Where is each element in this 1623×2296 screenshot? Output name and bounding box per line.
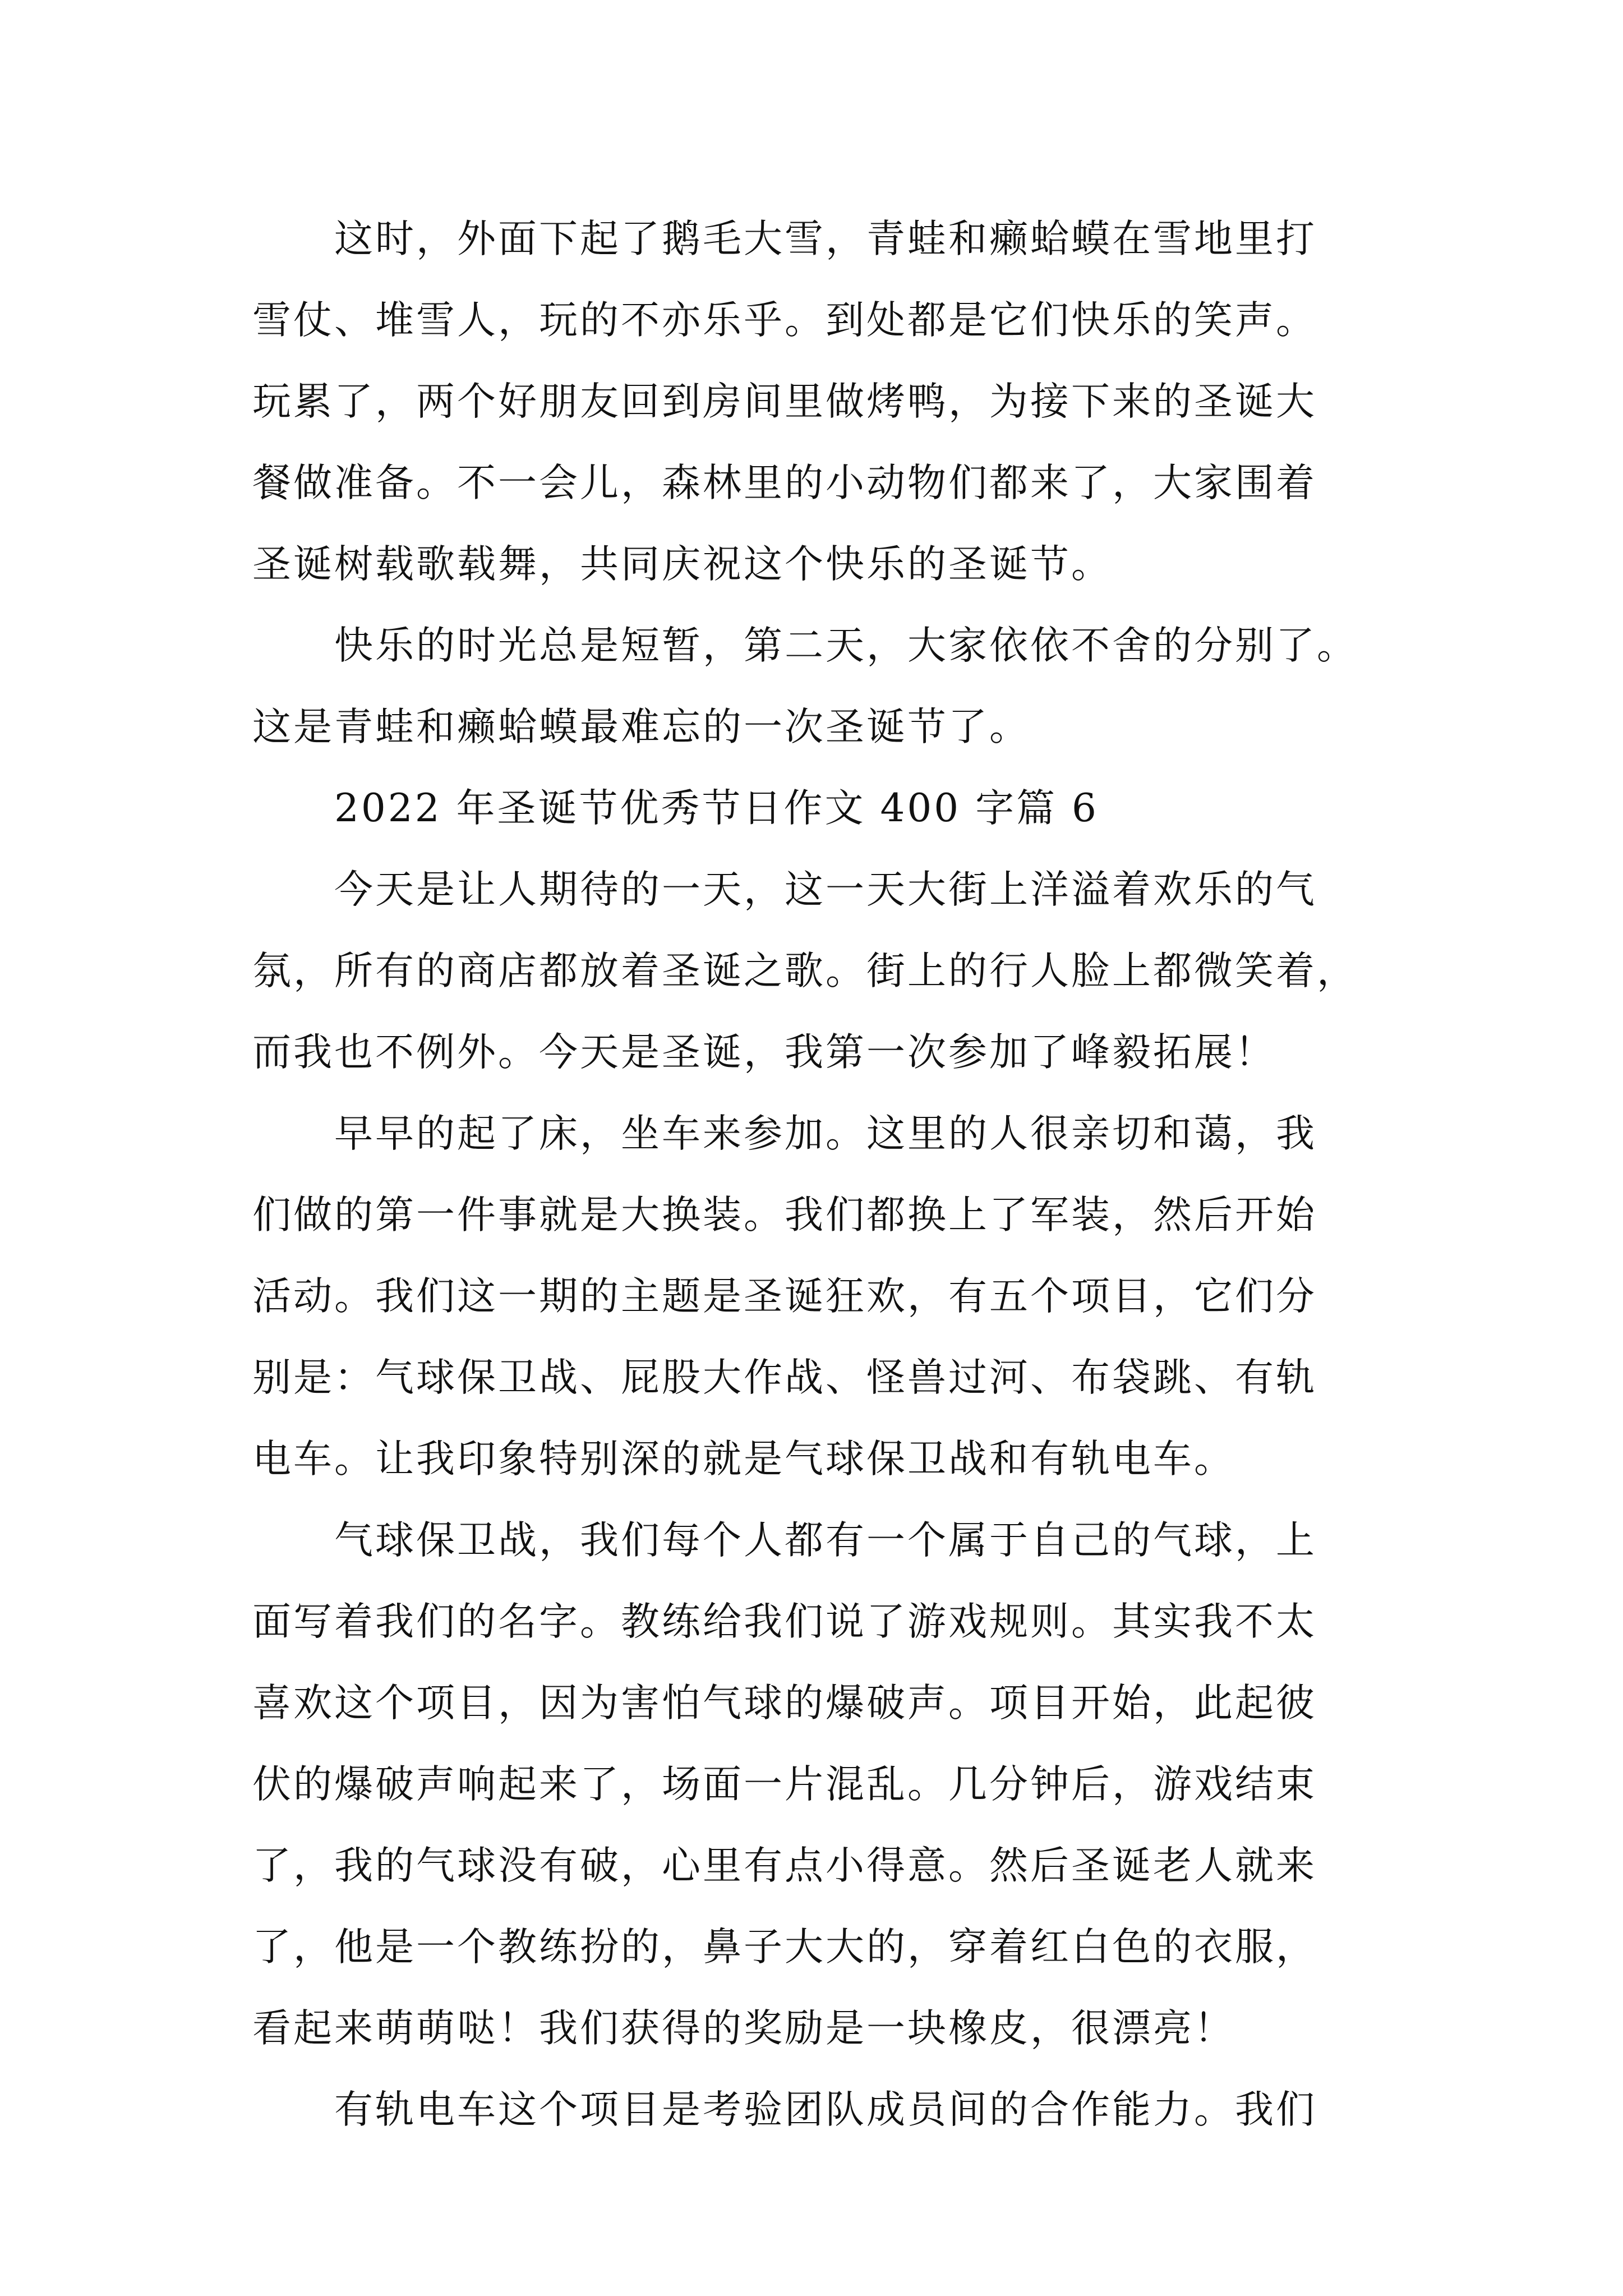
- paragraph-line: 气球保卫战，我们每个人都有一个属于自己的气球，上: [334, 1518, 1317, 1563]
- paragraph-line: 别是：气球保卫战、屁股大作战、怪兽过河、布袋跳、有轨: [252, 1355, 1317, 1400]
- paragraph-line: 看起来萌萌哒！我们获得的奖励是一块橡皮，很漂亮！: [252, 2006, 1235, 2051]
- paragraph-line: 伏的爆破声响起来了，场面一片混乱。几分钟后，游戏结束: [252, 1762, 1317, 1807]
- paragraph-line: 们做的第一件事就是大换装。我们都换上了军装，然后开始: [252, 1193, 1317, 1237]
- paragraph-line: 了，他是一个教练扮的，鼻子大大的，穿着红白色的衣服，: [252, 1925, 1317, 1970]
- paragraph-line: 快乐的时光总是短暂，第二天，大家依依不舍的分别了。: [334, 623, 1358, 668]
- paragraph-line: 今天是让人期待的一天，这一天大街上洋溢着欢乐的气: [334, 867, 1317, 912]
- paragraph-line: 雪仗、堆雪人，玩的不亦乐乎。到处都是它们快乐的笑声。: [252, 298, 1317, 343]
- paragraph-line: 圣诞树载歌载舞，共同庆祝这个快乐的圣诞节。: [252, 542, 1112, 587]
- paragraph-line: 这是青蛙和癞蛤蟆最难忘的一次圣诞节了。: [252, 705, 1030, 749]
- paragraph-line: 电车。让我印象特别深的就是气球保卫战和有轨电车。: [252, 1437, 1235, 1481]
- paragraph-line: 氛，所有的商店都放着圣诞之歌。街上的行人脸上都微笑着，: [252, 949, 1358, 993]
- paragraph-line: 了，我的气球没有破，心里有点小得意。然后圣诞老人就来: [252, 1843, 1317, 1888]
- paragraph-line: 早早的起了床，坐车来参加。这里的人很亲切和蔼，我: [334, 1111, 1317, 1156]
- section-heading: 2022 年圣诞节优秀节日作文 400 字篇 6: [334, 786, 1099, 831]
- paragraph-line: 有轨电车这个项目是考验团队成员间的合作能力。我们: [334, 2087, 1317, 2132]
- paragraph-line: 喜欢这个项目，因为害怕气球的爆破声。项目开始，此起彼: [252, 1681, 1317, 1726]
- paragraph-line: 餐做准备。不一会儿，森林里的小动物们都来了，大家围着: [252, 461, 1317, 505]
- paragraph-line: 面写着我们的名字。教练给我们说了游戏规则。其实我不太: [252, 1599, 1317, 1644]
- paragraph-line: 玩累了，两个好朋友回到房间里做烤鸭，为接下来的圣诞大: [252, 379, 1317, 424]
- paragraph-line: 活动。我们这一期的主题是圣诞狂欢，有五个项目，它们分: [252, 1274, 1317, 1319]
- paragraph-line: 这时，外面下起了鹅毛大雪，青蛙和癞蛤蟆在雪地里打: [334, 217, 1317, 261]
- paragraph-line: 而我也不例外。今天是圣诞，我第一次参加了峰毅拓展！: [252, 1030, 1276, 1075]
